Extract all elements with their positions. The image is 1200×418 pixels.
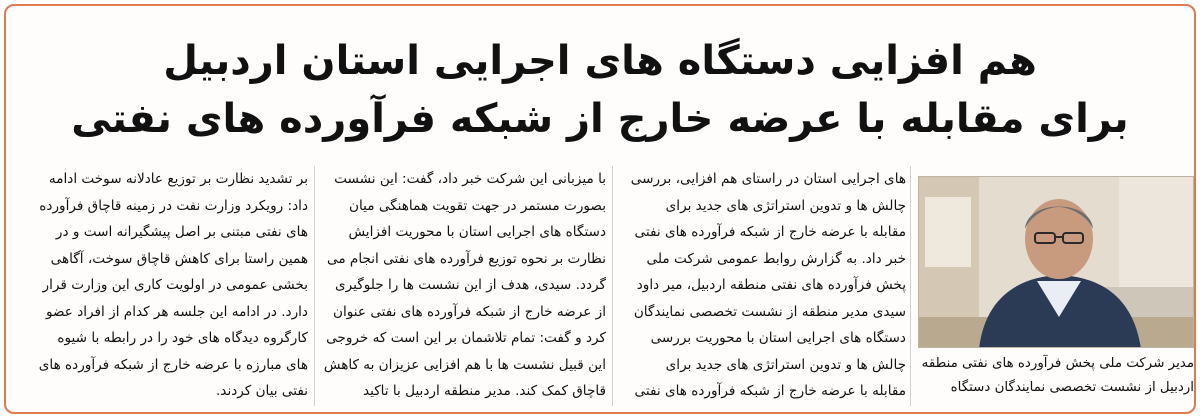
article-column-3 — [22, 166, 308, 405]
article-frame — [4, 4, 1196, 414]
caption-line: اردبیل از نشست تخصصی نمایندگان دستگاه — [950, 380, 1194, 395]
column-1-line: خبر داد. به گزارش روابط عمومی شرکت ملی — [646, 250, 906, 267]
column-1-line: دستگاه های اجرایی استان با محوریت بررسی — [650, 330, 906, 346]
column-2-line: با میزبانی این شرکت خبر داد، گفت: این نشست — [334, 171, 606, 187]
column-1-line: چالش ها و تدوین استراتژی های جدید برای — [665, 197, 906, 214]
column-3-line: داد: رویکرد وزارت نفت در زمینه قاچاق فرآورده — [39, 197, 308, 214]
column-1-line: مقابله با عرضه خارج از شبکه فرآورده های نفتی — [634, 383, 906, 399]
portrait-illustration — [919, 177, 1194, 348]
column-2-line: بصورت مستمر در جهت تقویت هماهنگی میان — [349, 197, 606, 214]
column-2-line: کرد و گفت: تمام تلاشمان بر این است که خروجی — [326, 330, 606, 346]
column-2-line: از عرضه خارج از شبکه فرآورده های نفتی عنوان — [333, 303, 606, 320]
column-3-line: های مبارزه با عرضه خارج از شبکه فرآورده های — [38, 356, 308, 373]
column-3-line: دارد. در ادامه این جلسه هر کدام از افراد عضو — [45, 303, 308, 320]
article-column-2 — [320, 166, 606, 405]
column-1-line: مقابله با عرضه خارج از شبکه فرآورده های نفتی — [634, 224, 906, 240]
column-divider — [314, 166, 315, 406]
column-3-line: نفتی بیان کردند. — [215, 383, 308, 399]
column-3-line: کارگروه دیدگاه های خود را در رابطه با شیوه — [57, 330, 308, 346]
column-2-line: گردد. سیدی، هدف از این نشست ها را جلوگیری — [335, 277, 606, 293]
headline-line-1: هم افزایی دستگاه های اجرایی استان اردبیل — [163, 38, 1037, 84]
column-1-line: سیدی مدیر منطقه از نشست تخصصی نمایندگان — [633, 303, 906, 320]
column-3-line: همین راستا برای کاهش قاچاق سوخت، آگاهی — [50, 250, 308, 267]
column-1-line: پخش فرآورده های نفتی منطقه اردبیل، میر داود — [636, 277, 906, 293]
article-column-1 — [618, 166, 906, 405]
headline-line-2: برای مقابله با عرضه خارج از شبکه فرآورده های نفتی — [71, 96, 1129, 142]
column-3-line: بخشی عمومی در اولویت کاری این وزارت قرار — [42, 277, 308, 293]
column-2-line: قاچاق کمک کند. مدیر منطقه اردبیل با تاکید — [362, 383, 606, 399]
column-2-line: این قبیل نشست ها با هم افزایی عزیزان به کاهش — [323, 356, 606, 373]
photo-caption — [918, 352, 1194, 400]
official-photo — [918, 176, 1194, 348]
column-2-line: دستگاه های اجرایی استان با محوریت افزایش — [348, 224, 606, 240]
column-1-line: های اجرایی استان در راستای هم افزایی، بررسی — [630, 171, 906, 187]
column-divider — [910, 166, 911, 406]
column-3-line: بر تشدید نظارت بر توزیع عادلانه سوخت ادامه — [48, 171, 308, 187]
column-1-line: چالش ها و تدوین استراتژی های جدید برای — [665, 356, 906, 373]
column-3-line: های نفتی مبتنی بر اصل پیشگیرانه است و در — [55, 224, 308, 240]
column-2-line: نظارت بر نحوه توزیع فرآورده های نفتی انجام می — [326, 250, 606, 267]
column-divider — [612, 166, 613, 406]
caption-line: مدیر شرکت ملی پخش فرآورده های نفتی منطقه — [921, 356, 1194, 371]
